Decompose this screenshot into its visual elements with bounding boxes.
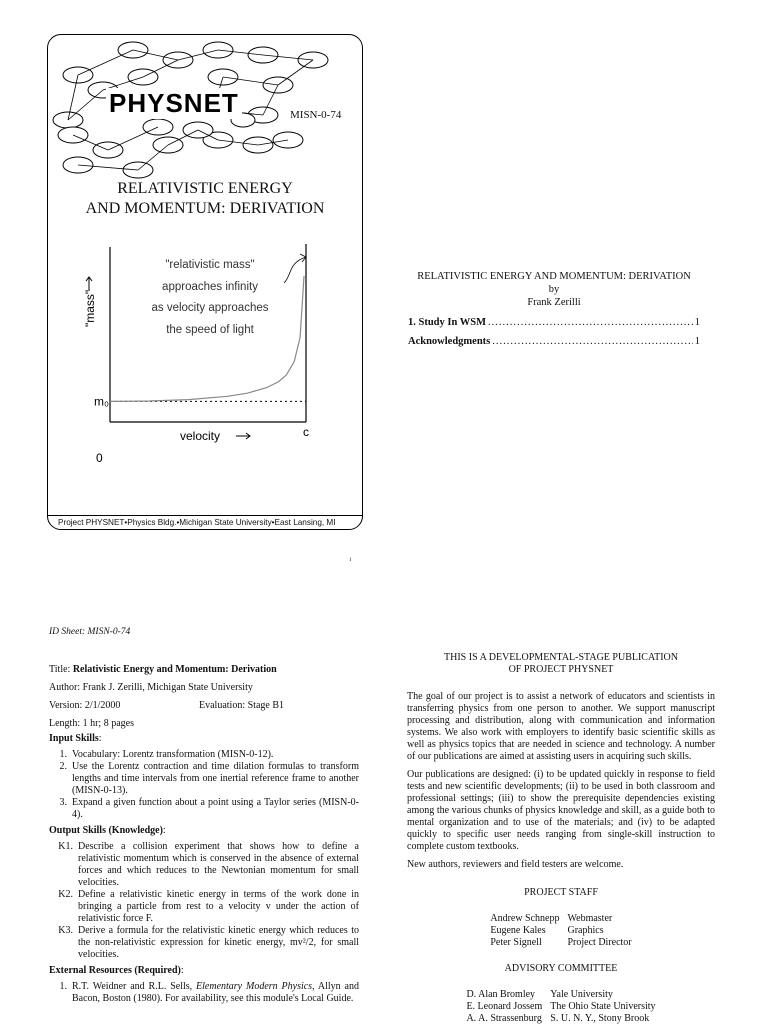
- list-item: [49, 889, 359, 925]
- toc-entry-label: Acknowledgments: [408, 336, 491, 347]
- chart-callout: [130, 255, 290, 341]
- advisory-committee-list: [407, 989, 715, 1025]
- table-of-contents: [408, 270, 700, 347]
- item-text: Vocabulary: Lorentz transformation (MISN-0-12).: [72, 749, 274, 760]
- callout-line: as velocity approaches: [151, 302, 269, 314]
- toc-entry-label: 1. Study In WSM: [408, 317, 487, 328]
- item-text: Define a relativistic kinetic energy in terms of the work done in bringing a particle from rest to a velocity v under the action of relativistic force F.: [78, 889, 359, 924]
- evaluation: Evaluation: Stage B1: [199, 700, 284, 711]
- cover-page: [47, 34, 363, 530]
- item-number: 3.: [59, 797, 67, 808]
- notice-paragraph: New authors, reviewers and field testers are welcome.: [407, 859, 624, 870]
- project-staff-list: [407, 913, 715, 949]
- input-skills-list: [49, 749, 359, 821]
- item-text: Describe a collision experiment that shows how to define a relativistic momentum which is conserved in the absence of external forces and which reduces to the Newtonian momentum for small velocities.: [78, 841, 359, 888]
- cover-footer: Project PHYSNET•Physics Bldg.•Michigan State University•East Lansing, MI: [48, 515, 362, 529]
- committee-affiliation: Yale University: [550, 989, 613, 1000]
- list-item: [49, 925, 359, 961]
- toc-entry-page: 1: [694, 336, 700, 347]
- item-text: [72, 981, 359, 1005]
- external-resources-heading: External Resources (Required):: [49, 965, 184, 976]
- ref-details: , Allyn and Bacon, Boston (1980). For availability, see this module's Local Guide.: [72, 981, 359, 1004]
- item-number: K2.: [58, 889, 73, 900]
- committee-name: E. Leonard Jossem: [466, 1001, 543, 1012]
- toc-author: Frank Zerilli: [527, 297, 581, 308]
- cover-title-line-2: AND MOMENTUM: DERIVATION: [85, 200, 325, 217]
- list-item: [49, 749, 359, 761]
- version: Version: 2/1/2000: [49, 700, 121, 711]
- toc-leader: [492, 336, 692, 347]
- title-line: [49, 664, 359, 676]
- toc-title: RELATIVISTIC ENERGY AND MOMENTUM: DERIVATION: [417, 271, 691, 282]
- notice-heading-1: THIS IS A DEVELOPMENTAL-STAGE PUBLICATION: [444, 652, 678, 663]
- staff-name: Eugene Kales: [490, 925, 546, 936]
- id-sheet-header: ID Sheet: MISN-0-74: [49, 627, 131, 637]
- title-value: Relativistic Energy and Momentum: Derivation: [72, 664, 277, 675]
- item-text: Expand a given function about a point using a Taylor series (MISN-0-4).: [72, 797, 359, 820]
- notice-paragraph: The goal of our project is to assist a network of educators and scientists in transferring physics from one person to another. We support manuscript processing and distribution, along with communication and information systems. We also work with employers to identify basic scientific skills as well as physics topics that are needed in science and technology. A number of our publications are aimed at assisting users in acquiring such skills.: [407, 691, 715, 762]
- cover-title-line-1: RELATIVISTIC ENERGY: [117, 180, 293, 197]
- toc-leader: [488, 317, 693, 328]
- committee-name: A. A. Strassenburg: [466, 1013, 542, 1024]
- physnet-logo: PHYSNET: [106, 88, 242, 119]
- y-axis-label: "mass": [83, 289, 97, 327]
- output-skills-heading: Output Skills (Knowledge):: [49, 825, 166, 836]
- page-number: 1: [349, 558, 352, 563]
- list-item: [49, 981, 359, 1005]
- staff-role: Webmaster: [567, 913, 613, 924]
- toc-entry[interactable]: [408, 336, 700, 347]
- origin-label: 0: [96, 451, 103, 465]
- developmental-publication-notice: [407, 652, 715, 1025]
- notice-heading-2: OF PROJECT PHYSNET: [508, 664, 614, 675]
- item-text: Use the Lorentz contraction and time dilation formulas to transform lengths and time intervals from one inertial reference frame to another (MISN-0-13).: [72, 761, 359, 796]
- committee-affiliation: The Ohio State University: [550, 1001, 656, 1012]
- ref-authors: R.T. Weidner and R.L. Sells,: [72, 981, 197, 992]
- toc-by: by: [548, 284, 560, 295]
- toc-entry[interactable]: [408, 317, 700, 328]
- c-label: c: [303, 425, 309, 439]
- toc-header: [408, 270, 700, 309]
- staff-role: Project Director: [567, 937, 632, 948]
- item-text: Derive a formula for the relativistic kinetic energy which reduces to the non-relativistic expression for kinetic energy, mv²/2, for small velocities.: [78, 925, 359, 960]
- version-line: [49, 700, 359, 712]
- item-number: 2.: [59, 761, 67, 772]
- cover-title: [48, 179, 362, 219]
- callout-line: the speed of light: [166, 323, 254, 336]
- item-number: K3.: [58, 925, 73, 936]
- staff-role: Graphics: [567, 925, 604, 936]
- module-code: MISN-0-74: [290, 109, 342, 121]
- id-sheet: [49, 626, 359, 1005]
- external-resources-label: External Resources (Required): [49, 965, 181, 976]
- x-axis-arrow: [236, 433, 250, 439]
- notice-paragraph: Our publications are designed: (i) to be updated quickly in response to field tests and new scientific developments; (ii) to be used in both classroom and professional settings; (iii) to show the prerequisite dependencies existing among the various chunks of physics knowledge and skill, as a guide both to mental organization and to use of the materials; and (iv) to be adapted quickly to specific user needs ranging from single-skill instruction to complete custom textbooks.: [407, 769, 715, 852]
- input-skills-label: Input Skills: [49, 733, 99, 744]
- external-resources-list: [49, 981, 359, 1005]
- committee-name: D. Alan Bromley: [466, 989, 536, 1000]
- list-item: [49, 841, 359, 889]
- list-item: [49, 761, 359, 797]
- output-skills-label: Output Skills (Knowledge): [49, 825, 163, 836]
- committee-affiliation: S. U. N. Y., Stony Brook: [550, 1013, 650, 1024]
- rest-mass-label: m₀: [94, 394, 109, 409]
- ref-book-title: Elementary Modern Physics: [196, 981, 313, 992]
- item-number: K1.: [58, 841, 73, 852]
- advisory-committee-heading: ADVISORY COMMITTEE: [504, 963, 618, 974]
- staff-name: Peter Signell: [490, 937, 542, 948]
- staff-name: Andrew Schnepp: [490, 913, 560, 924]
- title-label: Title:: [49, 664, 71, 675]
- y-axis-arrow: [86, 277, 92, 291]
- length-line: Length: 1 hr; 8 pages: [49, 718, 134, 729]
- author-line: Author: Frank J. Zerilli, Michigan State University: [49, 682, 253, 693]
- callout-line: approaches infinity: [162, 280, 258, 293]
- project-staff-heading: PROJECT STAFF: [524, 887, 598, 898]
- x-axis-label: velocity: [180, 429, 221, 443]
- toc-entry-page: 1: [694, 317, 700, 328]
- item-number: 1.: [59, 981, 67, 992]
- callout-line: "relativistic mass": [165, 259, 255, 271]
- list-item: [49, 797, 359, 821]
- input-skills-heading: Input Skills:: [49, 733, 102, 744]
- item-number: 1.: [59, 749, 67, 760]
- output-skills-list: [49, 841, 359, 961]
